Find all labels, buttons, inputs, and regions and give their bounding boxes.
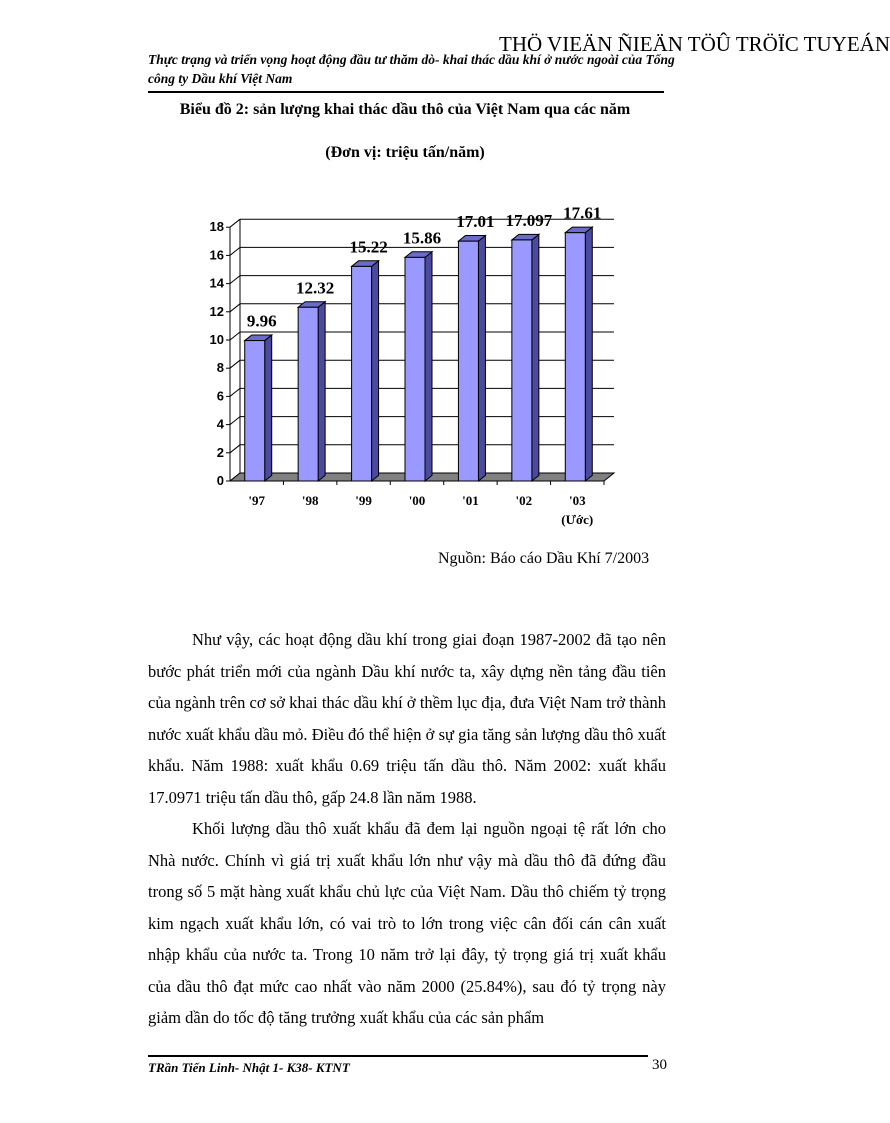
bar-side	[532, 234, 539, 481]
data-label: 17.61	[563, 203, 602, 223]
x-tick-label: '98	[301, 493, 319, 508]
y-tick-label: 6	[216, 388, 224, 404]
paragraph-1: Như vậy, các hoạt động dầu khí trong giai đoạn 1987-2002 đã tạo nên bước phát triển mới của ngành Dầu khí nước ta, xây dựng nền tảng đầu tiên của ngành trên cơ sở khai thác dầu khí ở thềm lục địa, đưa Việt Nam trở thành nước xuất khẩu dầu mỏ. Điều đó thể hiện ở sự gia tăng sản lượng dầu thô xuất khẩu. Năm 1988: xuất khẩu 0.69 triệu tấn dầu thô. Năm 2002: xuất khẩu 17.0971 triệu tấn dầu thô, gấp 24.8 lần năm 1988.	[148, 630, 666, 807]
data-label: 12.32	[296, 278, 335, 298]
header-divider	[148, 91, 664, 93]
x-tick-label: '00	[408, 493, 426, 508]
y-tick-label: 2	[216, 444, 224, 460]
bar	[565, 233, 585, 481]
source-note: Nguồn: Báo cáo Dầu Khí 7/2003	[438, 550, 650, 567]
y-tick-label: 4	[216, 416, 224, 432]
bar	[352, 266, 372, 481]
y-tick-label: 12	[209, 303, 224, 319]
y-tick-label: 14	[209, 275, 224, 291]
y-tick-label: 10	[209, 332, 224, 347]
page-header: Thực trạng và triển vọng hoạt động đầu tư thăm dò- khai thác dầu khí ở nước ngoài của Tổng công ty Dầu khí Việt Nam	[148, 52, 675, 86]
gridline-depth	[230, 445, 240, 453]
x-tick-label: '03	[568, 493, 586, 508]
bar-side	[425, 252, 432, 481]
bar	[405, 257, 425, 481]
bar	[458, 241, 478, 481]
x-tick-label: '02	[515, 493, 533, 508]
bar	[245, 341, 265, 481]
bar	[512, 240, 532, 481]
bar-side	[265, 335, 272, 481]
gridline-depth	[230, 360, 240, 368]
gridline-depth	[230, 247, 240, 255]
gridline-depth	[230, 304, 240, 312]
paragraph-2: Khối lượng dầu thô xuất khẩu đã đem lại nguồn ngoại tệ rất lớn cho Nhà nước. Chính vì giá trị xuất khẩu lớn như vậy mà dầu thô đã đứng đầu trong số 5 mặt hàng xuất khẩu chủ lực của Việt Nam. Dầu thô chiếm tỷ trọng kim ngạch xuất khẩu lớn, có vai trò to lớn trong việc cân đối cán cân xuất nhập khẩu của nước ta. Trong 10 năm trở lại đây, tỷ trọng giá trị xuất khẩu của dầu thô đạt mức cao nhất vào năm 2000 (25.84%), sau đó tỷ trọng này giảm dần do tốc độ tăng trưởng xuất khẩu của các sản phẩm	[148, 819, 666, 1027]
bar	[298, 307, 318, 481]
chart-title: Biểu đồ 2: sản lượng khai thác dầu thô của Việt Nam qua các năm	[179, 101, 631, 118]
data-label: 17.097	[505, 210, 553, 230]
bar-side	[478, 236, 485, 481]
footer-divider	[148, 1055, 648, 1057]
x-tick-label: '01	[462, 493, 479, 508]
data-label: 15.86	[402, 228, 442, 248]
y-tick-label: 0	[216, 473, 224, 488]
watermark: THÖ VIEÄN ÑIEÄN TÖÛ TRÖÏC TUYEÁN	[499, 32, 890, 56]
chart-unit: (Đơn vị: triệu tấn/năm)	[325, 144, 485, 161]
x-tick-label: '99	[355, 493, 372, 508]
data-label: 15.22	[349, 237, 388, 257]
footer-author: TRần Tiến Linh- Nhật 1- K38- KTNT	[148, 1060, 350, 1075]
bar-side	[585, 227, 592, 481]
y-tick-label: 8	[216, 360, 224, 376]
bar-side	[318, 302, 325, 481]
gridline-depth	[230, 332, 240, 340]
gridline-depth	[230, 219, 240, 227]
gridline-depth	[230, 417, 240, 425]
y-tick-label: 16	[209, 247, 224, 263]
gridline-depth	[230, 388, 240, 396]
page-number: 30	[652, 1057, 667, 1073]
x-tick-note: (Ước)	[561, 512, 594, 527]
data-label: 17.01	[456, 212, 495, 232]
gridline-depth	[230, 276, 240, 284]
bar-chart	[190, 195, 630, 540]
data-label: 9.96	[246, 311, 277, 331]
x-tick-label: '97	[248, 493, 266, 508]
bar-side	[372, 261, 379, 481]
y-tick-label: 18	[209, 219, 224, 235]
